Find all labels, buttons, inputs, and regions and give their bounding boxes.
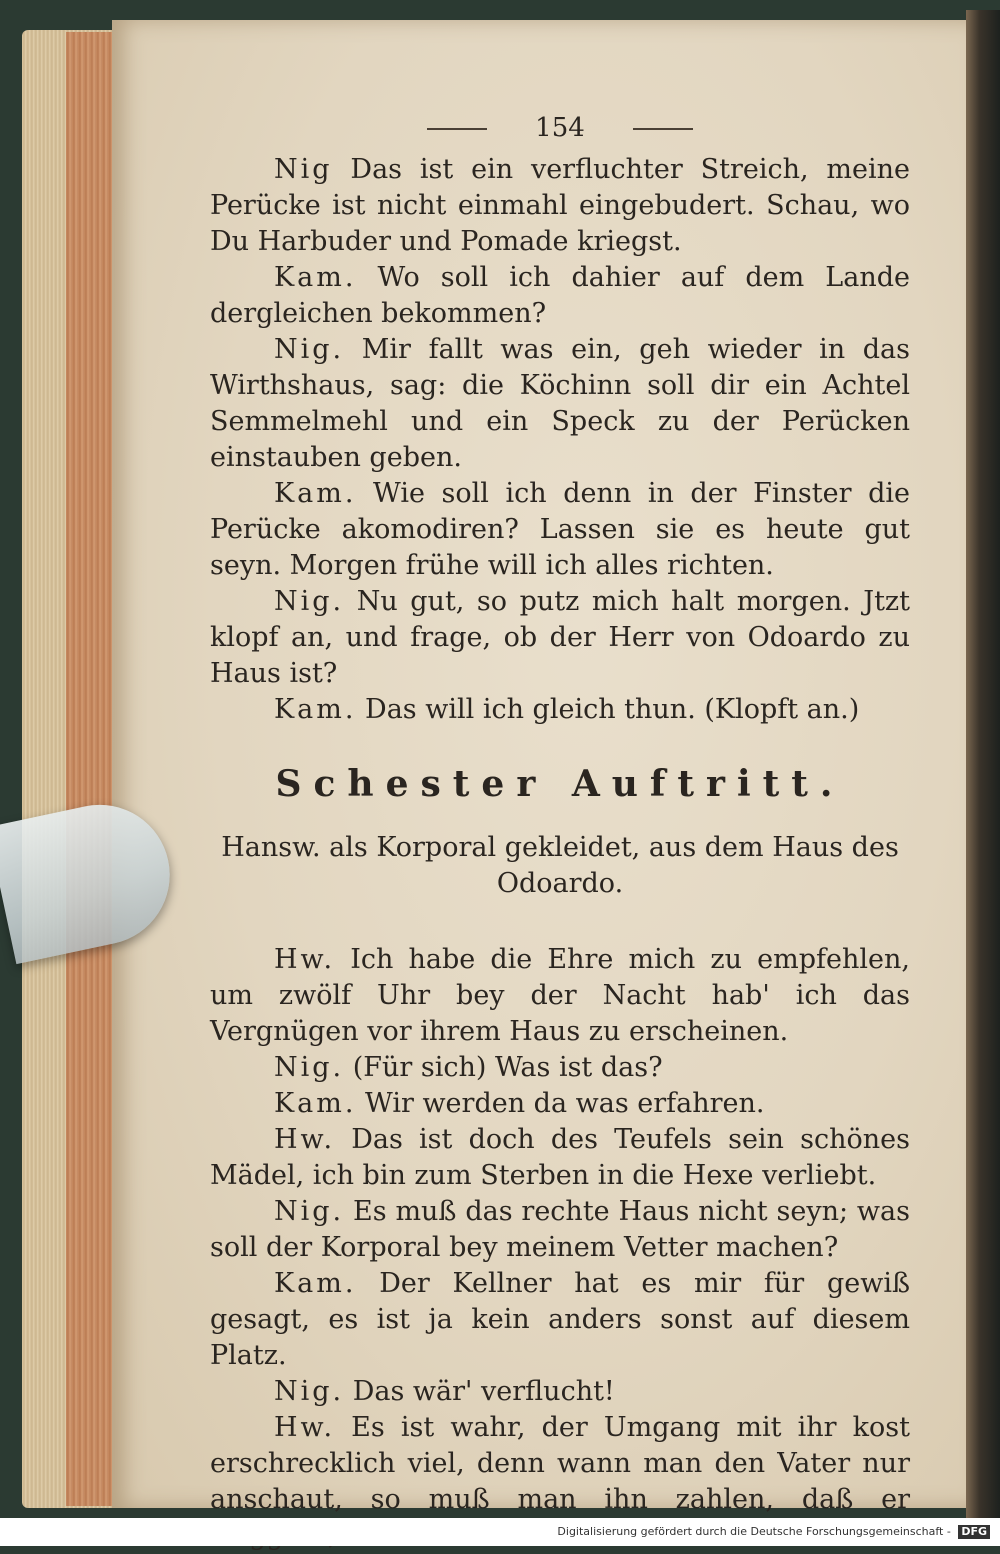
dialogue-text: Ich habe die Ehre mich zu empfehlen, um zwölf Uhr bey der Nacht hab' ich das Vergnügen vor ihrem Haus zu erscheinen. (210, 944, 910, 1047)
speaker-name: Kam. (274, 694, 357, 725)
footer-text: Digitalisierung gefördert durch die Deutsche Forschungsgemeinschaft - (557, 1525, 951, 1538)
speaker-name: Kam. (274, 262, 357, 293)
speaker-name: Nig (274, 154, 333, 185)
speaker-name: Nig. (274, 1376, 345, 1407)
dialogue-text: Es muß das rechte Haus nicht seyn; was soll der Korporal bey meinem Vetter machen? (210, 1196, 910, 1263)
book-spine (966, 10, 1000, 1518)
dialogue-text: Wo soll ich dahier auf dem Lande dergleichen bekommen? (210, 262, 910, 329)
dialogue-text: Das wär' verflucht! (352, 1376, 615, 1407)
page-number: 154 (535, 113, 585, 143)
dialogue-part-1 (210, 152, 910, 728)
speaker-name: Kam. (274, 1268, 357, 1299)
dialogue-line (210, 1374, 910, 1410)
dialogue-text: Das ist ein verfluchter Streich, meine Perücke ist nicht einmahl eingebudert. Schau, wo Du Harbuder und Pomade kriegst. (210, 154, 910, 257)
text-block (210, 110, 910, 1554)
dialogue-text: Das will ich gleich thun. (Klopft an.) (365, 694, 860, 725)
speaker-name: Hw. (274, 944, 336, 975)
dialogue-line (210, 260, 910, 332)
dfg-logo: DFG (958, 1525, 990, 1539)
footer (0, 1518, 1000, 1546)
dialogue-line (210, 942, 910, 1050)
stage-direction: Hansw. als Korporal gekleidet, aus dem Haus des Odoardo. (221, 832, 899, 899)
dialogue-text: Das ist doch des Teufels sein schönes Mädel, ich bin zum Sterben in die Hexe verliebt. (210, 1124, 910, 1191)
dialogue-text: Es ist wahr, der Umgang mit ihr kost erschrecklich viel, denn wann man den Vater nur anschaut, so muß man ihn zahlen, daß er (210, 1412, 910, 1515)
dialogue-line (210, 332, 910, 476)
speaker-name: Nig. (274, 586, 345, 617)
speaker-name: Kam. (274, 478, 357, 509)
dialogue-line (210, 584, 910, 692)
dialogue-line (210, 1194, 910, 1266)
dialogue-line (210, 152, 910, 260)
dialogue-text: (Für sich) Was ist das? (352, 1052, 663, 1083)
dialogue-text: Wir werden da was erfahren. (365, 1088, 765, 1119)
dialogue-line (210, 1122, 910, 1194)
dialogue-text: Mir fallt was ein, geh wieder in das Wirthshaus, sag: die Köchinn soll dir ein Achtel Semmelmehl und ein Speck zu der Perücken einstauben geben. (210, 334, 910, 473)
header-ornament-right (633, 128, 693, 130)
speaker-name: Hw. (274, 1412, 336, 1443)
dialogue-text: Der Kellner hat es mir für gewiß gesagt, es ist ja kein anders sonst auf diesem Platz. (210, 1268, 910, 1371)
dialogue-line (210, 1086, 910, 1122)
dialogue-text: Nu gut, so putz mich halt morgen. Jtzt klopf an, und frage, ob der Herr von Odoardo zu Haus ist? (210, 586, 910, 689)
page-header (210, 110, 910, 146)
speaker-name: Nig. (274, 1052, 345, 1083)
dialogue-text: Wie soll ich denn in der Finster die Perücke akomodiren? Lassen sie es heute gut seyn. Morgen frühe will ich alles richten. (210, 478, 910, 581)
dialogue-line (210, 692, 910, 728)
header-ornament-left (427, 128, 487, 130)
dialogue-part-2 (210, 942, 910, 1554)
speaker-name: Kam. (274, 1088, 357, 1119)
scene-title: Schester Auftritt. (275, 763, 845, 805)
dialogue-line (210, 1266, 910, 1374)
speaker-name: Nig. (274, 334, 345, 365)
speaker-name: Hw. (274, 1124, 336, 1155)
dialogue-line (210, 476, 910, 584)
dialogue-line (210, 1050, 910, 1086)
speaker-name: Nig. (274, 1196, 345, 1227)
